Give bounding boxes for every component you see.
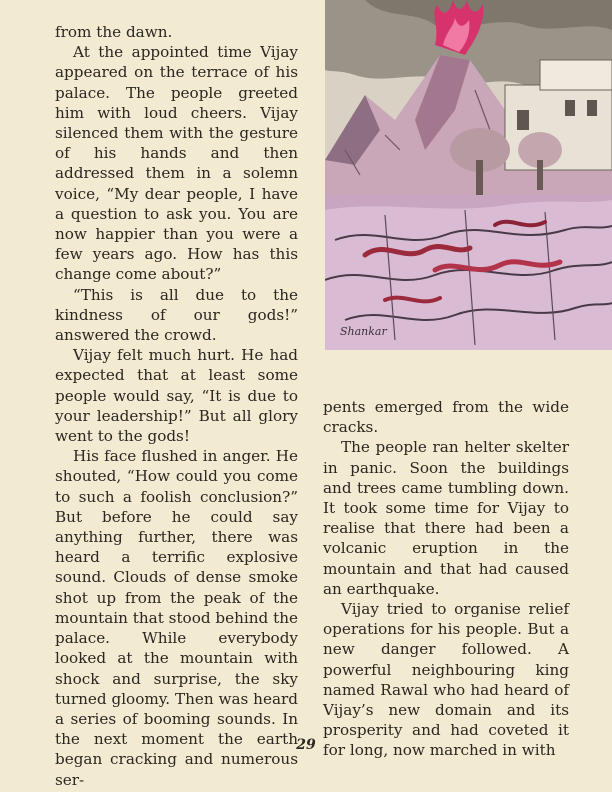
left-text-column	[55, 22, 298, 790]
artist-signature: Shankar	[340, 325, 387, 338]
paragraph: Vijay tried to organise relief operations for his people. But a new danger followed. A powerful neighbouring king named Rawal who had heard of Vijay’s new domain and its prosperity and had coveted it for long, now marched in with	[323, 600, 569, 760]
paragraph: His face flushed in anger. He shouted, “How could you come to such a foolish conclusion?” But before he could say anything further, there was heard a terrific explosive sound. Clouds of dense smoke shot up from the peak of the mountain that stood behind the palace. While everybody looked at the mountain with shock and surprise, the sky turned gloomy. Then was heard a series of booming sounds. In the next moment the earth began cracking and numerous ser-	[55, 447, 298, 789]
paragraph: At the appointed time Vijay appeared on the terrace of his palace. The people greeted him with loud cheers. Vijay silenced them with the gesture of his hands and then addressed them in a solemn voice, “My dear people, I have a question to ask you. You are now happier than you were a few years ago. How has this change come about?”	[55, 43, 298, 284]
paragraph: “This is all due to the kindness of our gods!” answered the crowd.	[55, 285, 298, 345]
paragraph: pents emerged from the wide cracks.	[323, 398, 569, 437]
paragraph: Vijay felt much hurt. He had expected that at least some people would say, “It is due to your leadership!” But all glory went to the gods!	[55, 346, 298, 446]
volcano-illustration	[325, 0, 612, 350]
page-number: 29	[296, 737, 316, 753]
right-text-column	[323, 397, 569, 761]
paragraph: The people ran helter skelter in panic. Soon the buildings and trees came tumbling down. It took some time for Vijay to realise that there had been a volcanic eruption in the mountain and that had caused an earthquake.	[323, 438, 569, 598]
paragraph: from the dawn.	[55, 23, 173, 41]
